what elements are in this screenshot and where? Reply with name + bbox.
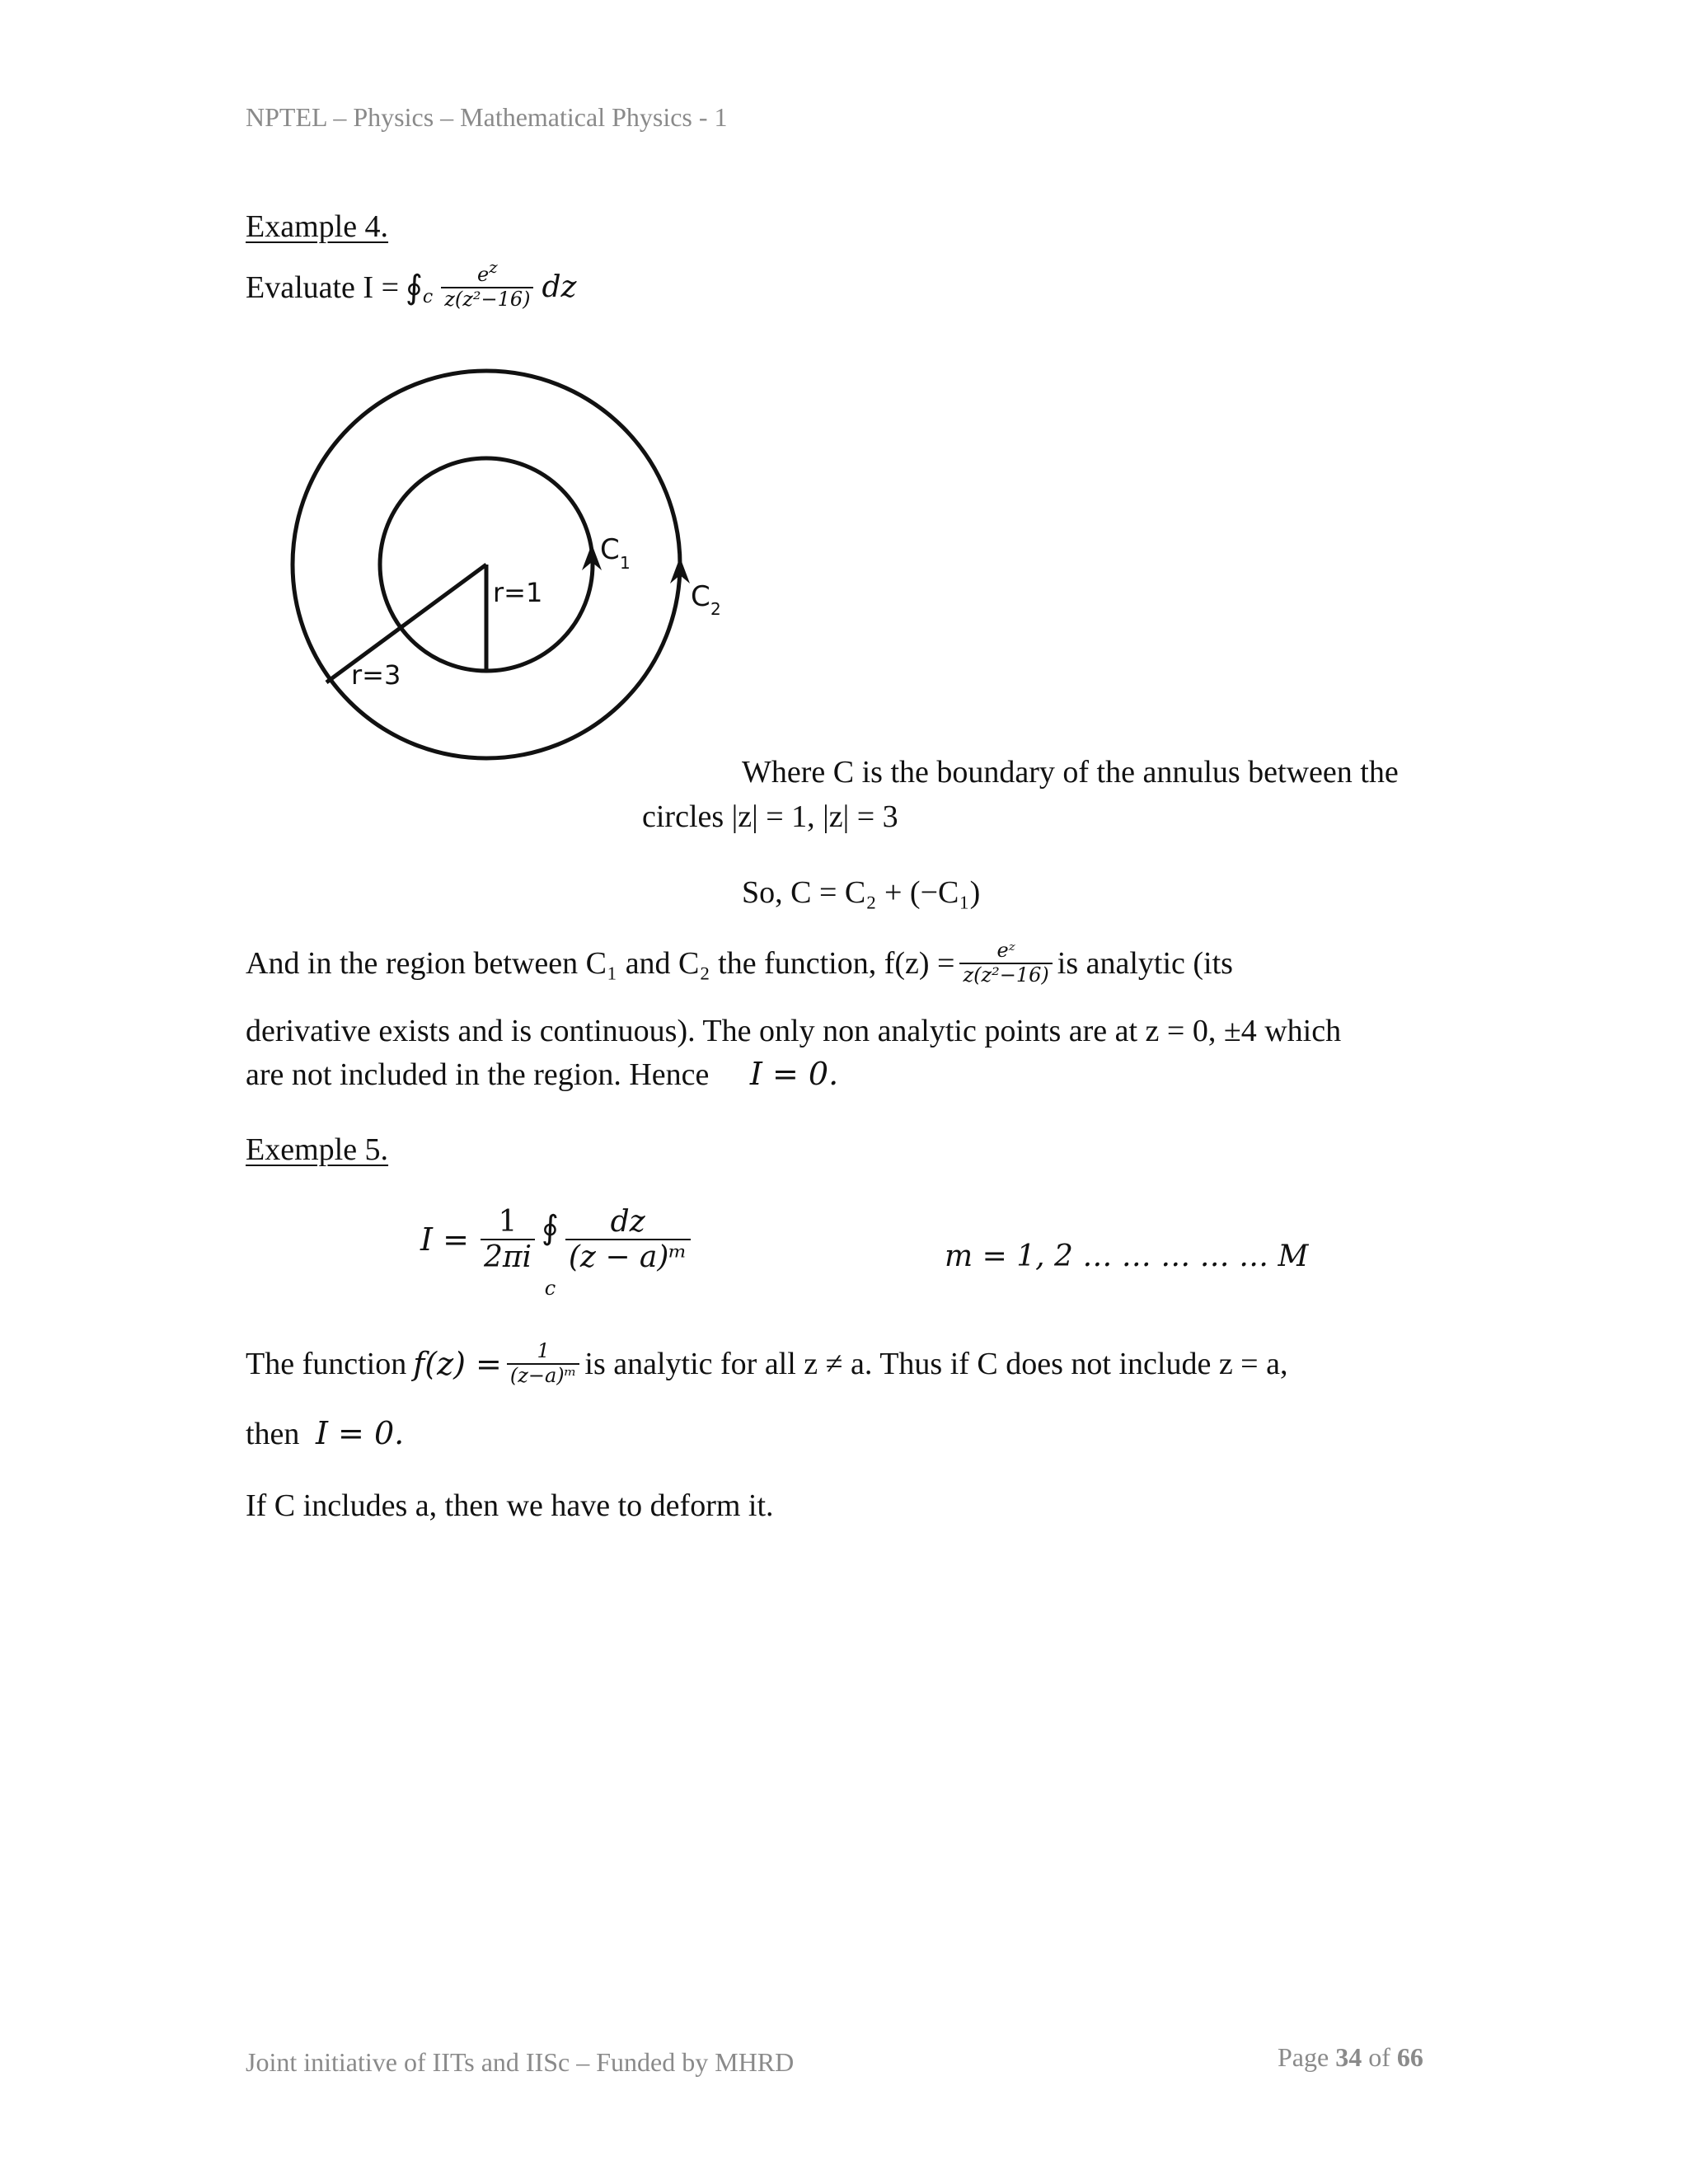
eq-frac-1-num: 1 [498,1205,518,1239]
then-line [246,1415,405,1451]
then-math: I = 0. [315,1415,405,1451]
function-line [246,1340,1287,1387]
eq-frac-1-den: 2πi [481,1239,535,1274]
eq-fraction-1 [481,1205,535,1274]
paragraph-line-3 [246,1058,838,1090]
region-text-1: And in the region between C₁ and C₂ the function, f(z) = [246,945,955,981]
eq-range: m = 1, 2 … … … … … M [945,1240,1309,1273]
region-frac-denominator: z(z²−16) [959,963,1052,987]
region-frac-numerator: eᶻ [996,939,1015,962]
page-current: 34 [1335,2042,1362,2072]
where-line-1: Where C is the boundary of the annulus between the [742,755,1399,790]
function-prefix: The function [246,1346,407,1381]
dz: dz [542,269,577,304]
annulus-diagram [272,354,734,799]
line-3-math: I = 0. [749,1056,839,1092]
eq-integral [542,1209,559,1300]
paragraph-line-2: derivative exists and is continuous). The only non analytic points are at z = 0, ±4 which [246,1014,1342,1048]
eq-frac-2-num: dz [610,1205,645,1239]
label-r1: r=1 [493,577,543,608]
region-line [246,940,1233,987]
example-4-integral [246,257,577,311]
page-header: NPTEL – Physics – Mathematical Physics - 1 [246,102,728,132]
line-3-text: are not included in the region. Hence [246,1057,710,1092]
deform-line: If C includes a, then we have to deform it. [246,1488,774,1523]
page-of: of [1362,2042,1397,2072]
integrand-fraction [441,257,533,311]
label-r3: r=3 [351,659,401,691]
page-total: 66 [1396,2042,1423,2072]
contour-integral-symbol: ∮ [406,268,423,307]
eq-frac-2-den: (z − a)ᵐ [565,1239,691,1274]
function-frac-num: 1 [537,1339,550,1362]
function-rest: is analytic for all z ≠ a. Thus if C does not include z = a, [584,1346,1288,1381]
then-text: then [246,1417,307,1451]
evaluate-prefix: Evaluate I = [246,269,400,305]
where-line-2: circles |z| = 1, |z| = 3 [642,799,898,834]
eq-integral-symbol: ∮ [542,1209,559,1247]
label-c1-sub: 1 [620,553,631,573]
contour-subscript: c [422,286,434,307]
function-fraction [507,1340,580,1387]
label-c1: C [600,533,620,566]
label-c2: C [691,580,710,613]
function-frac-den: (z−a)ᵐ [507,1363,580,1388]
integrand-numerator-sup: z [489,257,498,277]
region-fraction [959,940,1052,987]
so-line: So, C = C₂ + (−C₁) [742,875,981,910]
integrand-denominator: z(z²−16) [441,287,533,312]
page-prefix: Page [1278,2042,1336,2072]
integrand-numerator: e [476,263,490,286]
label-c2-sub: 2 [710,599,721,619]
page-number [1278,2042,1423,2073]
example-5-title: Exemple 5. [246,1132,389,1167]
example-4-title: Example 4. [246,209,389,244]
eq-fraction-2 [565,1205,691,1274]
region-text-2: is analytic (its [1057,945,1233,981]
footer-left: Joint initiative of IITs and IISc – Funded by MHRD [246,2047,795,2077]
function-fz: f(z) = [413,1345,502,1382]
eq-integral-sub: c [544,1277,556,1300]
eq-lhs: I = [420,1221,469,1258]
example-5-equation [420,1205,691,1300]
